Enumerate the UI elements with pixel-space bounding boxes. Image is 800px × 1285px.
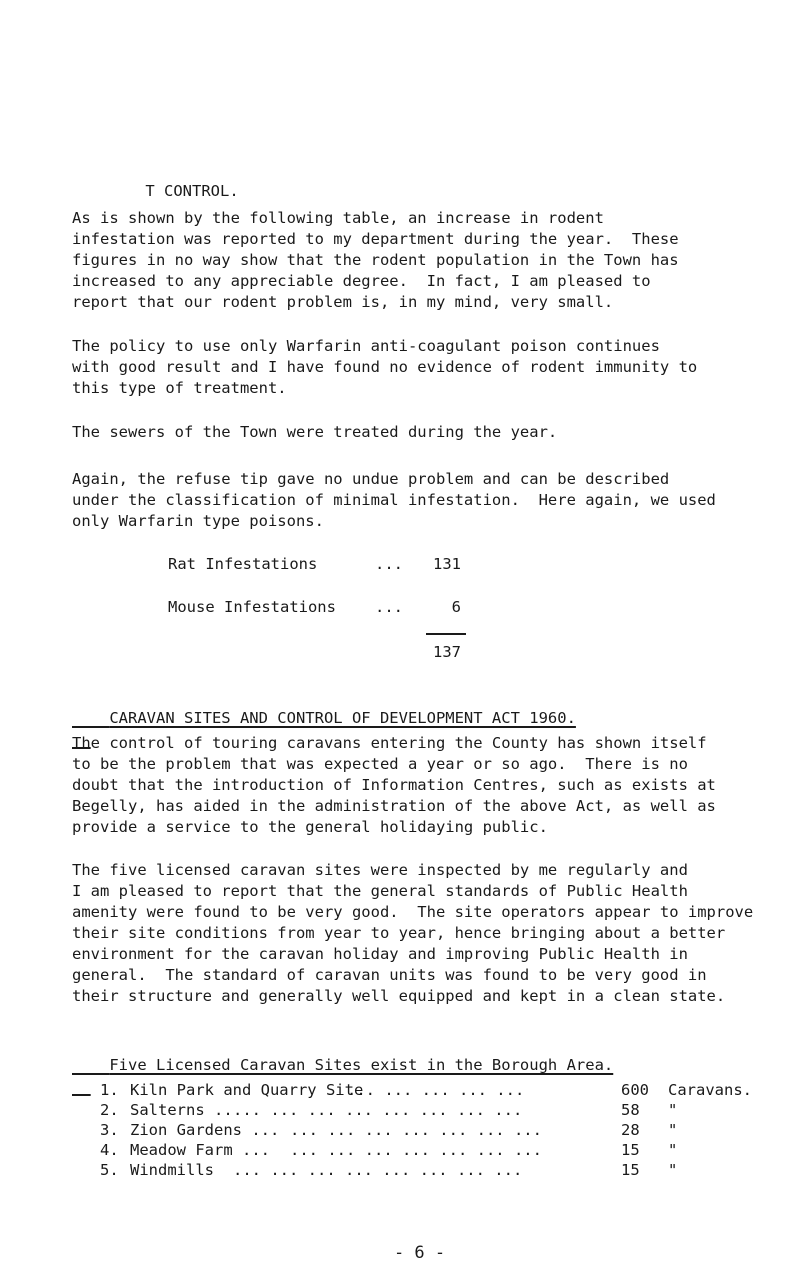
site-number: 4. [100, 1141, 119, 1159]
leader-dots: ... [375, 555, 403, 573]
infestation-value: 6 [451, 598, 461, 616]
rodent-heading-text: T CONTROL. [145, 182, 239, 200]
rodent-paragraph-2 [72, 336, 772, 399]
text-line: to be the problem that was expected a year or so ago. There is no [72, 755, 688, 773]
text-line: Begelly, has aided in the administration of the above Act, as well as [72, 797, 716, 815]
site-number: 2. [100, 1101, 119, 1119]
site-unit: Caravans. [668, 1081, 752, 1099]
site-unit: " [668, 1161, 678, 1179]
text-line: The sewers of the Town were treated during the year. [72, 423, 558, 441]
text-line: Again, the refuse tip gave no undue problem and can be described [72, 470, 670, 488]
site-unit: " [668, 1101, 678, 1119]
text-line: The policy to use only Warfarin anti-coagulant poison continues [72, 337, 660, 355]
site-name: Zion Gardens ... [130, 1121, 280, 1139]
text-line: their structure and generally well equipped and kept in a clean state. [72, 987, 726, 1005]
text-line: amenity were found to be very good. The site operators appear to improve [72, 903, 754, 921]
infestation-total: 137 [433, 643, 461, 661]
text-line: increased to any appreciable degree. In fact, I am pleased to [72, 272, 651, 290]
caravan-paragraph-1 [72, 733, 772, 838]
text-line: this type of treatment. [72, 379, 287, 397]
site-name: Meadow Farm ... [130, 1141, 270, 1159]
text-line: I am pleased to report that the general standards of Public Health [72, 882, 688, 900]
infestation-value: 131 [433, 555, 461, 573]
site-count: 58 [621, 1101, 640, 1119]
leader-dots: ... ... ... ... ... ... ... ... [233, 1161, 523, 1179]
sites-heading-text: Five Licensed Caravan Sites exist in the Borough Area. [109, 1056, 614, 1074]
text-line: doubt that the introduction of Information Centres, such as exists at [72, 776, 716, 794]
text-line: report that our rodent problem is, in my mind, very small. [72, 293, 614, 311]
leader-dots: ... [375, 598, 403, 616]
infestation-label: Mouse Infestations [168, 598, 336, 616]
leader-dots: ... ... ... ... ... ... ... [290, 1141, 542, 1159]
text-line: provide a service to the general holidaying public. [72, 818, 548, 836]
text-line: environment for the caravan holiday and improving Public Health in [72, 945, 688, 963]
site-name: Windmills [130, 1161, 214, 1179]
leader-dots: ... ... ... ... ... ... ... ... [233, 1101, 523, 1119]
page-number-text: - 6 - [393, 1243, 446, 1263]
caravan-paragraph-2 [72, 860, 772, 1007]
rodent-paragraph-4 [72, 469, 772, 532]
site-number: 1. [100, 1081, 119, 1099]
rodent-paragraph-1 [72, 208, 772, 313]
site-name: Kiln Park and Quarry Site [130, 1081, 364, 1099]
text-line: with good result and I have found no evidence of rodent immunity to [72, 358, 698, 376]
text-line: their site conditions from year to year, hence bringing about a better [72, 924, 726, 942]
text-line: infestation was reported to my department during the year. These [72, 230, 679, 248]
site-unit: " [668, 1141, 678, 1159]
text-line: general. The standard of caravan units was found to be very good in [72, 966, 707, 984]
text-line: figures in no way show that the rodent population in the Town has [72, 251, 679, 269]
site-count: 15 [621, 1141, 640, 1159]
text-line: The five licensed caravan sites were inspected by me regularly and [72, 861, 688, 879]
leader-dots: ... ... ... ... ... ... ... [290, 1121, 542, 1139]
site-count: 15 [621, 1161, 640, 1179]
text-line: only Warfarin type poisons. [72, 512, 324, 530]
caravan-heading-text: CARAVAN SITES AND CONTROL OF DEVELOPMENT ACT 1960. [109, 709, 576, 727]
text-line: The control of touring caravans entering the County has shown itself [72, 734, 707, 752]
text-line: under the classification of minimal infestation. Here again, we used [72, 491, 716, 509]
site-number: 5. [100, 1161, 119, 1179]
page-number [353, 1222, 445, 1285]
infestation-label: Rat Infestations [168, 555, 318, 573]
text-line: As is shown by the following table, an increase in rodent [72, 209, 604, 227]
site-number: 3. [100, 1121, 119, 1139]
rodent-paragraph-3 [72, 422, 772, 443]
site-count: 28 [621, 1121, 640, 1139]
site-unit: " [668, 1121, 678, 1139]
site-name: Salterns .. [130, 1101, 233, 1119]
total-rule [426, 633, 466, 635]
leader-dots: ... ... ... ... ... [347, 1081, 525, 1099]
site-count: 600 [621, 1081, 649, 1099]
